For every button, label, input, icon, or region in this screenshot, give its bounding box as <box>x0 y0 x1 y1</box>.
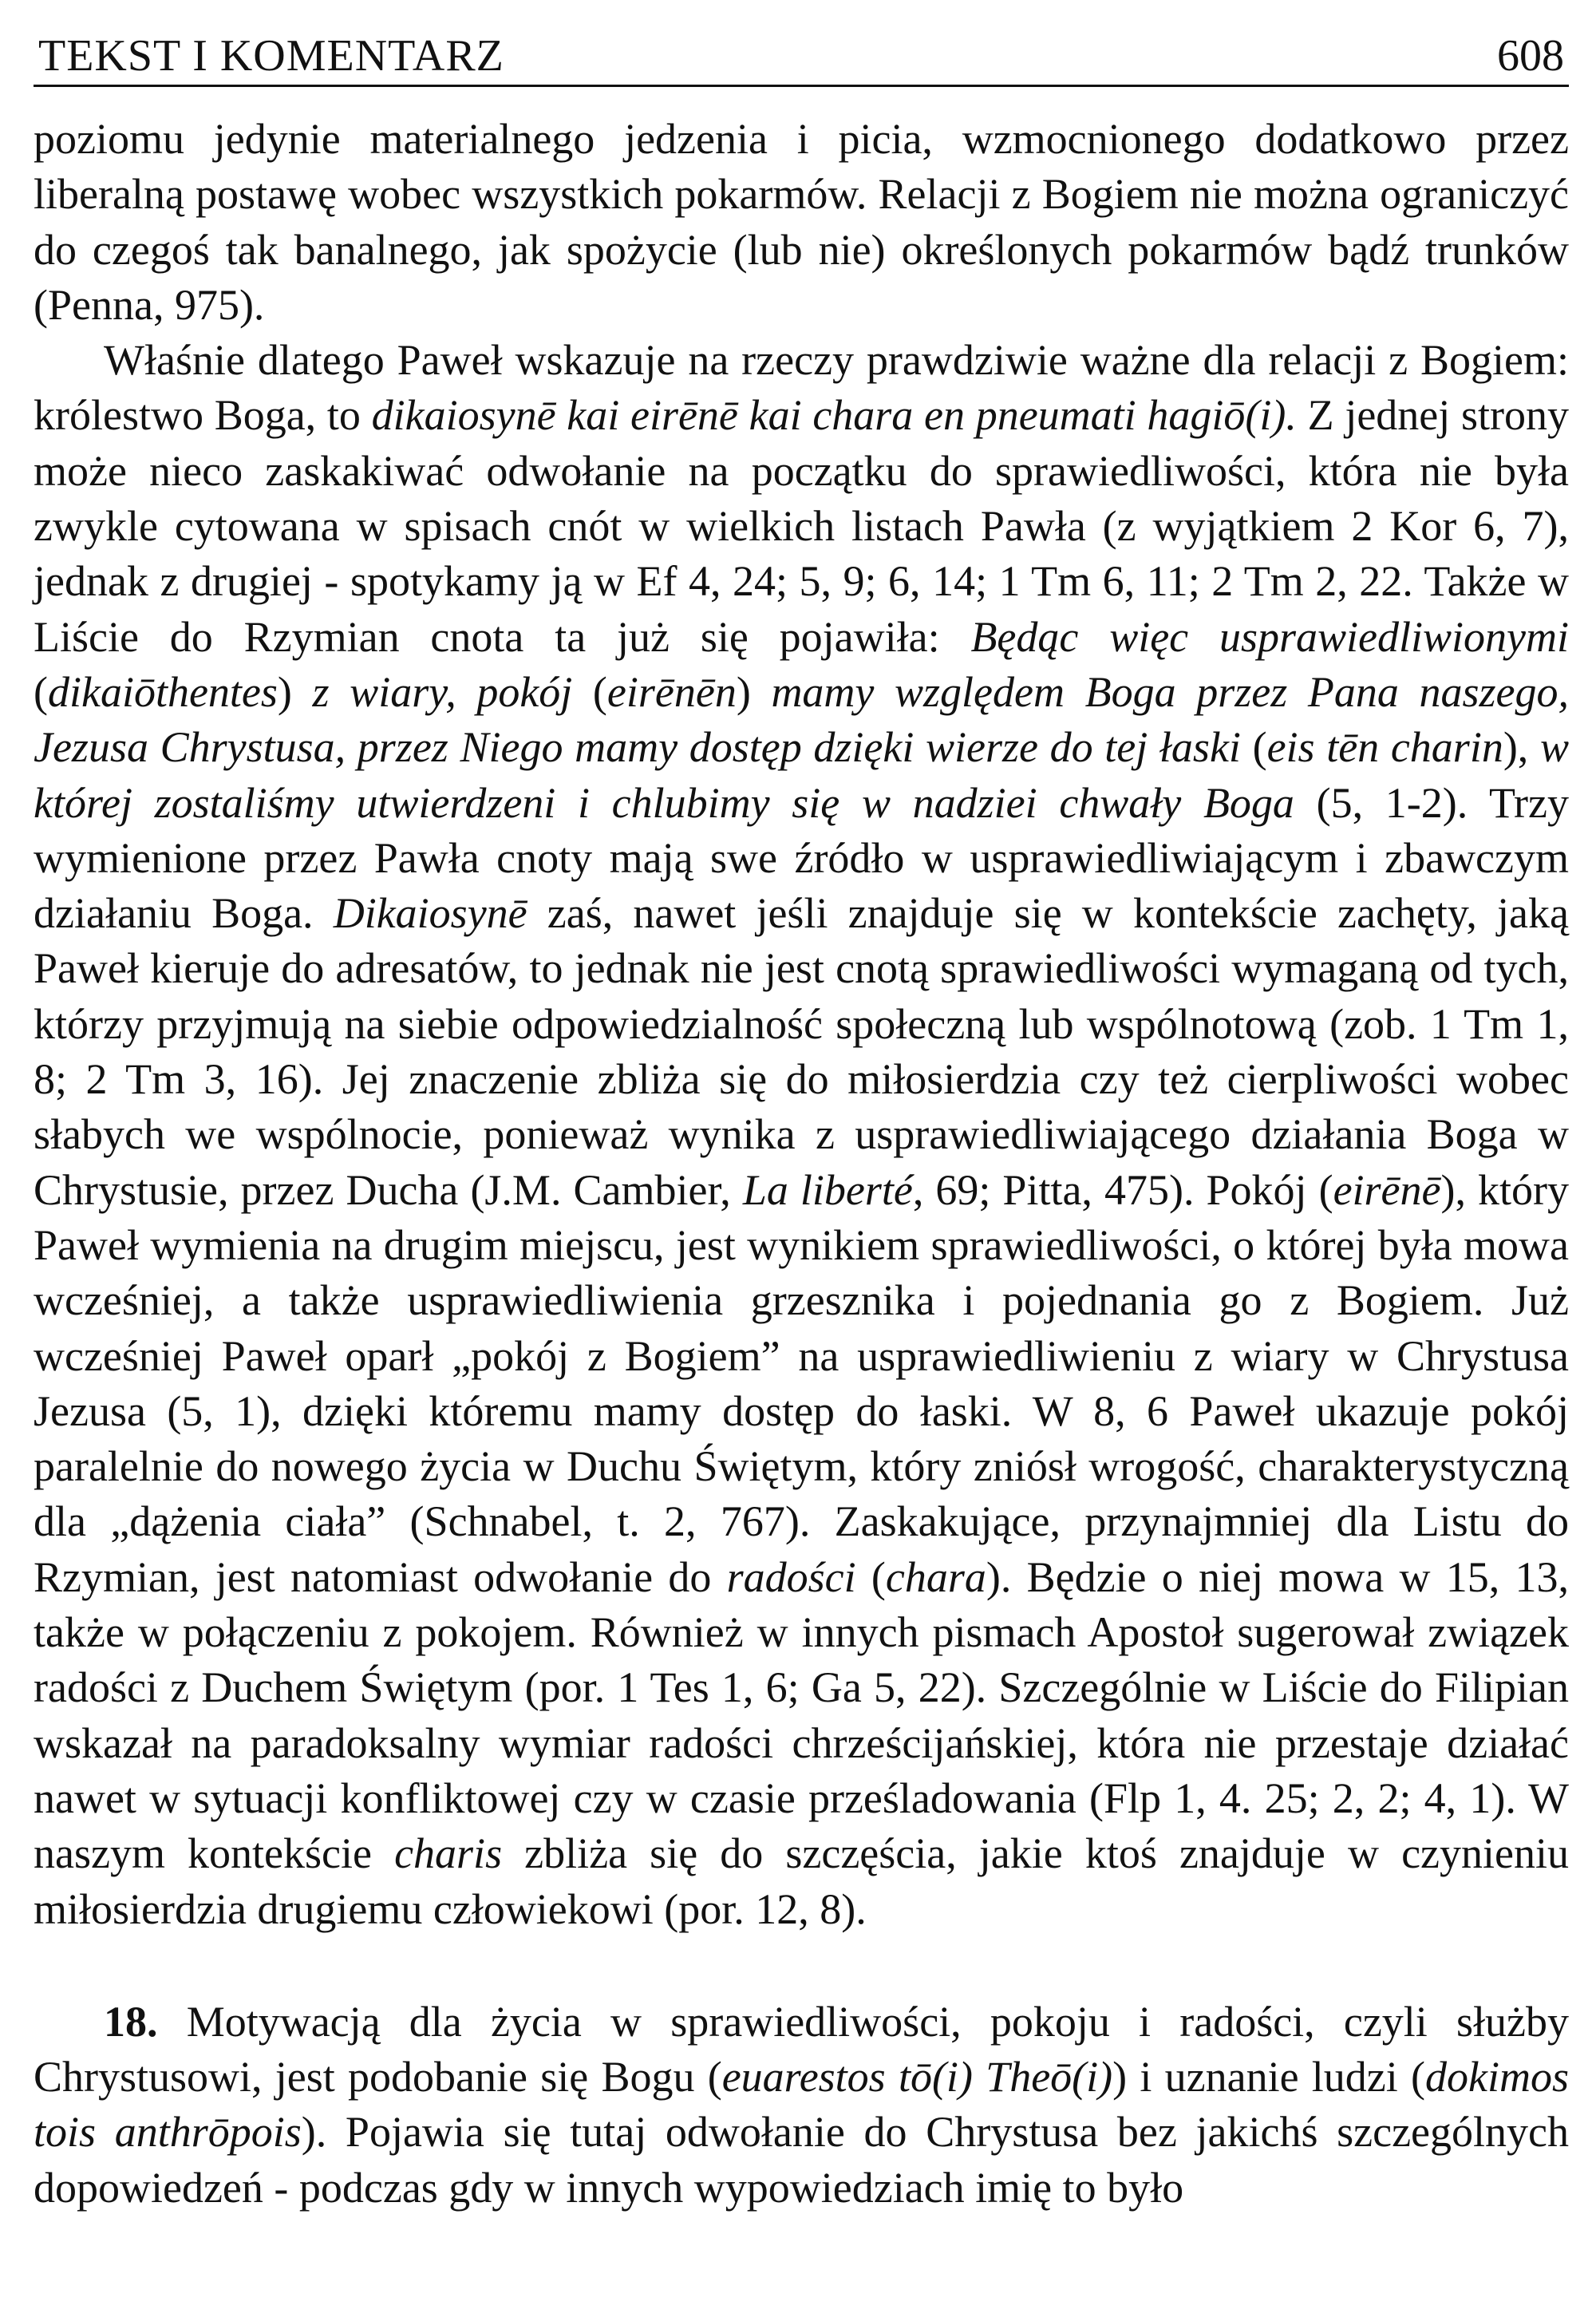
italic-text-segment: eirēnē <box>1333 1165 1441 1214</box>
text-segment: poziomu jedynie materialnego jedzenia i picia, wzmocnionego dodatkowo przez liberalną postawę wobec wszystkich pokarmów. Relacji z Bogiem nie można ograniczyć do czegoś tak banalnego, jak spożycie (lub nie) określonych pokarmów bądź trunków (Penna, 975). <box>34 115 1569 329</box>
italic-text-segment: euarestos tō(i) Theō(i) <box>721 2053 1113 2102</box>
text-segment: ( <box>855 1552 886 1601</box>
text-segment: ) <box>277 667 313 716</box>
text-segment: ) i uznanie ludzi ( <box>1112 2053 1426 2102</box>
italic-text-segment: chara <box>885 1552 986 1601</box>
paragraph <box>34 112 1569 333</box>
italic-text-segment: w której zostaliśmy utwierdzeni i chlubimy się w nadziei chwały Boga <box>34 723 1569 827</box>
paragraph <box>34 333 1569 1937</box>
italic-text-segment: Będąc więc usprawiedliwionymi <box>970 612 1570 661</box>
italic-text-segment: charis <box>394 1829 503 1878</box>
text-segment: ), <box>1503 723 1540 772</box>
verse-number: 18. <box>104 1997 158 2046</box>
italic-text-segment: dokimos tois anthrōpois <box>34 2053 1569 2157</box>
italic-text-segment: eis tēn charin <box>1266 723 1503 772</box>
text-segment: ( <box>1240 723 1267 772</box>
text-segment: zaś, nawet jeśli znajduje się w kontekście zachęty, jaką Paweł kieruje do adresatów, to jednak nie jest cnotą sprawiedliwości wymaganą od tych, którzy przyjmują na siebie odpowiedzialność społeczną lub wspólnotową (zob. 1 Tm 1, 8; 2 Tm 3, 16). Jej znaczenie zbliża się do miłosierdzia czy też cierpliwości wobec słabych we wspólnocie, ponieważ wynika z usprawiedliwiającego działania Boga w Chrystusie, przez Ducha (J.M. Cambier, <box>34 889 1569 1214</box>
text-segment: ) <box>736 667 772 716</box>
text-segment: Z jednej strony może nieco zaskakiwać odwołanie na początku do sprawiedliwości, która nie była zwykle cytowana w spisach cnót w wielkich listach Pawła (z wyjątkiem 2 Kor 6, 7), jednak z drugiej - spotykamy ją w Ef 4, 24; 5, 9; 6, 14; 1 Tm 6, 11; 2 Tm 2, 22. Także w Liście do Rzymian cnota ta już się pojawiła: <box>34 391 1569 661</box>
text-segment: ( <box>572 667 607 716</box>
text-segment: ). Będzie o niej mowa w 15, 13, także w połączeniu z pokojem. Również w innych pismach Apostoł sugerował związek radości z Duchem Świętym (por. 1 Tes 1, 6; Ga 5, 22). Szczególnie w Liście do Filipian wskazał na paradoksalny wymiar radości chrześcijańskiej, która nie przestaje działać nawet w sytuacji konfliktowej czy w czasie prześladowania (Flp 1, 4. 25; 2, 2; 4, 1). W naszym kontekście <box>34 1552 1569 1878</box>
running-title: TEKST I KOMENTARZ <box>38 31 504 81</box>
italic-text-segment: Dikaiosynē <box>333 889 527 938</box>
text-segment: ). Pojawia się tutaj odwołanie do Chrystusa bez jakichś szczególnych dopowiedzeń - podczas gdy w innych wypowiedziach imię to było <box>34 2108 1569 2212</box>
text-segment: , 69; Pitta, 475). Pokój ( <box>912 1165 1333 1214</box>
italic-text-segment: z wiary, pokój <box>312 667 573 716</box>
text-segment: ( <box>34 667 48 716</box>
italic-text-segment: dikaiōthentes <box>47 667 278 716</box>
text-segment: zbliża się do szczęścia, jakie ktoś znajduje w czynieniu miłosierdzia drugiemu człowiekowi (por. 12, 8). <box>34 1829 1569 1933</box>
running-header <box>34 24 1569 87</box>
text-segment: (5, 1-2). Trzy wymienione przez Pawła cnoty mają swe źródło w usprawiedliwiającym i zbawczym działaniu Boga. <box>34 778 1569 938</box>
italic-text-segment: mamy względem Boga przez Pana naszego, Jezusa Chrystusa, przez Niego mamy dostęp dzięki wierze do tej łaski <box>34 667 1569 772</box>
page-number: 608 <box>1497 31 1564 81</box>
body-text <box>34 112 1569 2216</box>
text-segment: ), który Paweł wymienia na drugim miejscu, jest wynikiem sprawiedliwości, o której była mowa wcześniej, a także usprawiedliwienia grzesznika i pojednania go z Bogiem. Już wcześniej Paweł oparł „pokój z Bogiem” na usprawiedliwieniu z wiary w Chrystusa Jezusa (5, 1), dzięki któremu mamy dostęp do łaski. W 8, 6 Paweł ukazuje pokój paralelnie do nowego życia w Duchu Świętym, który zniósł wrogość, charakterystyczną dla „dążenia ciała” (Schnabel, t. 2, 767). Zaskakujące, przynajmniej dla Listu do Rzymian, jest natomiast odwołanie do <box>34 1165 1569 1601</box>
text-segment: Motywacją dla życia w sprawiedliwości, pokoju i radości, czyli służby Chrystusowi, jest podobanie się Bogu ( <box>34 1997 1569 2102</box>
italic-text-segment: eirēnēn <box>606 667 737 716</box>
italic-text-segment: radości <box>726 1552 856 1601</box>
italic-text-segment: dikaiosynē kai eirēnē kai chara en pneumati hagiō(i). <box>371 391 1297 440</box>
text-segment: Właśnie dlatego Paweł wskazuje na rzeczy prawdziwie ważne dla relacji z Bogiem: królestwo Boga, to <box>34 336 1569 440</box>
verse-commentary-paragraph <box>34 1995 1569 2216</box>
italic-text-segment: La liberté <box>742 1165 913 1214</box>
